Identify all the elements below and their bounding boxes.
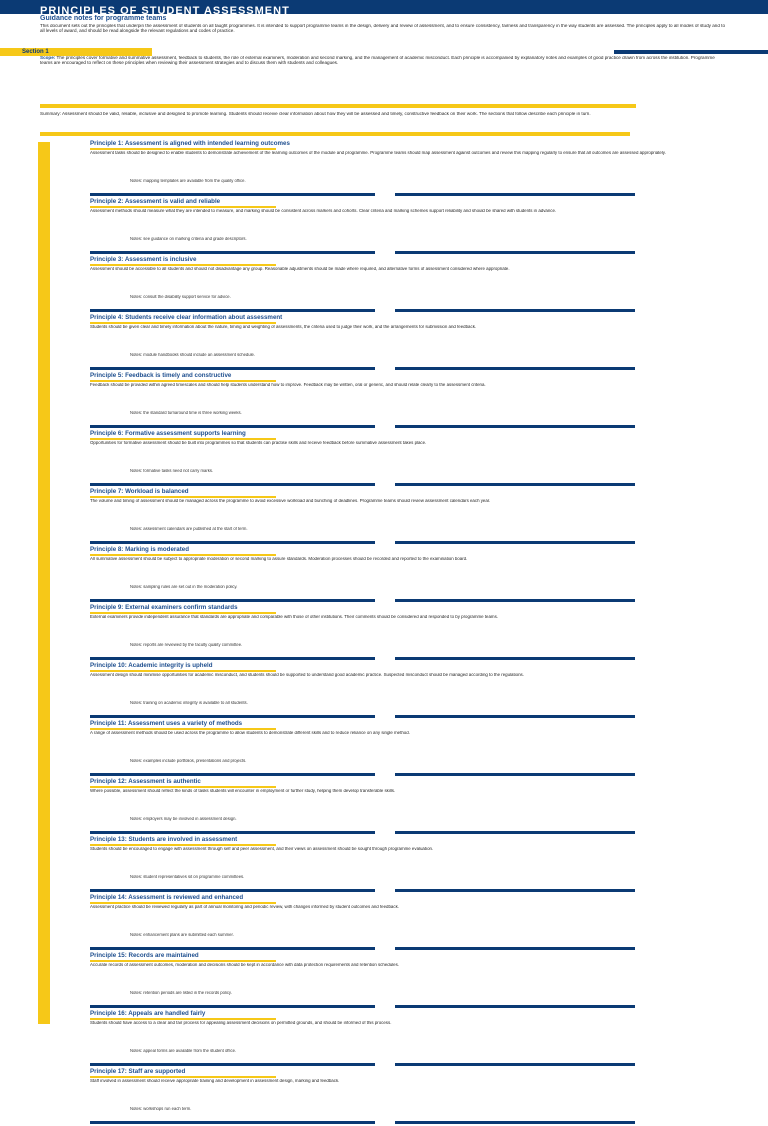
principle-notes: Notes: assessment calendars are published at the start of term.: [130, 527, 248, 531]
principle-title: Principle 14: Assessment is reviewed and enhanced: [90, 894, 244, 901]
principle-divider: [90, 309, 635, 312]
principle-entry: [90, 372, 730, 430]
divider-segment: [90, 309, 375, 312]
principle-notes: Notes: examples include portfolios, presentations and projects.: [130, 759, 247, 763]
principle-notes: Notes: module handbooks should include an assessment schedule.: [130, 353, 256, 357]
principle-notes: Notes: sampling rules are set out in the moderation policy.: [130, 585, 238, 589]
principle-divider: [90, 1063, 635, 1066]
principle-body: Assessment tasks should be designed to enable students to demonstrate achievement of the learning outcomes of the module and programme. Programme teams should map assessment against outcomes and review this mapping regularly to ensure that all outcomes are assessed appropriately.: [90, 151, 666, 155]
divider-segment: [90, 367, 375, 370]
principle-body: Assessment design should minimise opportunities for academic misconduct, and students should be supported to understand good academic practice. Suspected misconduct should be managed according to the regulations.: [90, 673, 524, 677]
divider-segment: [395, 483, 635, 486]
principle-body: Staff involved in assessment should receive appropriate training and development in assessment design, marking and feedback.: [90, 1079, 340, 1083]
divider-segment: [90, 1063, 375, 1066]
summary-paragraph: Summary: Assessment should be valid, reliable, inclusive and designed to promote learning. Students should receive clear information about how they will be assessed and timely, constructive feedback on their work. The sections that follow describe each principle in turn.: [40, 112, 591, 116]
principle-body: External examiners provide independent assurance that standards are appropriate and comparable with those of other institutions. Their comments should be considered and responded to by programme teams.: [90, 615, 498, 619]
divider-segment: [90, 657, 375, 660]
principle-entry: [90, 1010, 730, 1068]
divider-segment: [90, 483, 375, 486]
principle-entry: [90, 430, 730, 488]
divider-segment: [395, 425, 635, 428]
principle-body: Opportunities for formative assessment should be built into programmes so that students can practise skills and receive feedback before summative assessment takes place.: [90, 441, 427, 445]
principle-notes: Notes: appeal forms are available from the student office.: [130, 1049, 237, 1053]
principle-title: Principle 11: Assessment uses a variety of methods: [90, 720, 243, 727]
principle-notes: Notes: consult the disability support service for advice.: [130, 295, 231, 299]
principle-body: Assessment should be accessible to all students and should not disadvantage any group. Reasonable adjustments should be made where required, and alternative forms of assessment considered where appropriate.: [90, 267, 510, 271]
principle-divider: [90, 889, 635, 892]
principle-entry: [90, 720, 730, 778]
divider-segment: [395, 367, 635, 370]
principle-title: Principle 1: Assessment is aligned with intended learning outcomes: [90, 140, 290, 147]
principle-body: The volume and timing of assessment should be managed across the programme to avoid excessive workload and bunching of deadlines. Programme teams should review assessment calendars each year.: [90, 499, 491, 503]
divider-segment: [395, 773, 635, 776]
principle-title-underline: [90, 670, 276, 672]
divider-segment: [395, 715, 635, 718]
principle-entry: [90, 256, 730, 314]
principle-title-underline: [90, 322, 276, 324]
principle-notes: Notes: formative tasks need not carry marks.: [130, 469, 214, 473]
principle-title: Principle 10: Academic integrity is upheld: [90, 662, 213, 669]
principle-entry: [90, 1068, 730, 1126]
principle-entry: [90, 662, 730, 720]
divider-segment: [395, 1005, 635, 1008]
principle-divider: [90, 251, 635, 254]
principle-title-underline: [90, 554, 276, 556]
principle-title-underline: [90, 960, 276, 962]
divider-segment: [90, 889, 375, 892]
divider-segment: [90, 599, 375, 602]
principle-title-underline: [90, 264, 276, 266]
principle-notes: Notes: workshops run each term.: [130, 1107, 192, 1111]
principle-divider: [90, 657, 635, 660]
principle-title: Principle 2: Assessment is valid and reliable: [90, 198, 221, 205]
principle-divider: [90, 599, 635, 602]
principle-notes: Notes: mapping templates are available from the quality office.: [130, 179, 246, 183]
principle-body: Feedback should be provided within agreed timescales and should help students understand how to improve. Feedback may be written, oral or generic, and should relate clearly to the assessment criteria.: [90, 383, 486, 387]
divider-segment: [395, 1063, 635, 1066]
principle-body: Accurate records of assessment outcomes, moderation and decisions should be kept in accordance with data protection requirements and retention schedules.: [90, 963, 399, 967]
divider-segment: [395, 831, 635, 834]
divider-segment: [90, 1005, 375, 1008]
principle-notes: Notes: retention periods are listed in the records policy.: [130, 991, 232, 995]
principle-entry: [90, 314, 730, 372]
principle-title: Principle 7: Workload is balanced: [90, 488, 189, 495]
principle-title-underline: [90, 612, 276, 614]
principle-divider: [90, 541, 635, 544]
scope-text: The principles cover formative and summative assessment, feedback to students, the role of external examiners, moderation and second marking, and the management of academic misconduct. Each principle is accompanied by explanatory notes and examples of good practice drawn from across the institution. Programme teams are encouraged to reflect on these principles when reviewing their assessment strategies and to discuss them with students and colleagues.: [40, 56, 715, 65]
principle-title-underline: [90, 844, 276, 846]
principle-divider: [90, 193, 635, 196]
principle-title: Principle 12: Assessment is authentic: [90, 778, 201, 785]
principle-body: Assessment methods should measure what they are intended to measure, and marking should be consistent across markers and cohorts. Clear criteria and marking schemes support reliability and should be shared with students in advance.: [90, 209, 557, 213]
principle-title: Principle 9: External examiners confirm standards: [90, 604, 238, 611]
principle-divider: [90, 715, 635, 718]
principle-divider: [90, 1121, 635, 1124]
principle-notes: Notes: student representatives sit on programme committees.: [130, 875, 245, 879]
principle-title: Principle 5: Feedback is timely and constructive: [90, 372, 232, 379]
principle-notes: Notes: training on academic integrity is available to all students.: [130, 701, 248, 705]
principle-entry: [90, 488, 730, 546]
section-rule-right: [614, 50, 768, 54]
divider-top: [40, 104, 636, 108]
divider-segment: [90, 251, 375, 254]
principle-divider: [90, 773, 635, 776]
principle-title-underline: [90, 496, 276, 498]
principle-notes: Notes: employers may be involved in assessment design.: [130, 817, 237, 821]
principle-title-underline: [90, 1018, 276, 1020]
principle-title: Principle 6: Formative assessment supports learning: [90, 430, 246, 437]
principle-title: Principle 15: Records are maintained: [90, 952, 199, 959]
principle-body: All summative assessment should be subject to appropriate moderation or second marking to assure standards. Moderation processes should be recorded and reported to the examination board.: [90, 557, 468, 561]
principle-title: Principle 17: Staff are supported: [90, 1068, 186, 1075]
divider-segment: [395, 657, 635, 660]
divider-segment: [90, 541, 375, 544]
principle-entry: [90, 778, 730, 836]
principle-title-underline: [90, 902, 276, 904]
principle-entry: [90, 894, 730, 952]
divider-segment: [90, 425, 375, 428]
divider-segment: [395, 251, 635, 254]
principle-entry: [90, 952, 730, 1010]
principle-title-underline: [90, 728, 276, 730]
principle-divider: [90, 1005, 635, 1008]
divider-segment: [395, 889, 635, 892]
divider-segment: [395, 947, 635, 950]
principle-title: Principle 4: Students receive clear information about assessment: [90, 314, 283, 321]
divider-segment: [395, 1121, 635, 1124]
principle-body: Students should be given clear and timely information about the nature, timing and weighting of assessments, the criteria used to judge their work, and the arrangements for submission and feedback.: [90, 325, 477, 329]
principle-divider: [90, 831, 635, 834]
principle-body: Students should have access to a clear and fair process for appealing assessment decisions on permitted grounds, and should be informed of this process.: [90, 1021, 392, 1025]
principle-title: Principle 3: Assessment is inclusive: [90, 256, 197, 263]
principle-title-underline: [90, 1076, 276, 1078]
scope-label: Scope:: [40, 56, 56, 60]
principle-title-underline: [90, 206, 276, 208]
principle-title: Principle 16: Appeals are handled fairly: [90, 1010, 206, 1017]
principle-title-underline: [90, 786, 276, 788]
intro-paragraph: This document sets out the principles that underpin the assessment of students on all taught programmes. It is intended to support programme teams in the design, delivery and review of assessment, and to ensure consistency, fairness and transparency in the way students are assessed. The principles apply to all modes of study and to all levels of award, and should be read alongside the relevant regulations and codes of practice.: [40, 24, 725, 33]
principle-body: A range of assessment methods should be used across the programme to allow students to demonstrate different skills and to reduce reliance on any single method.: [90, 731, 410, 735]
principle-title: Principle 8: Marking is moderated: [90, 546, 190, 553]
principle-notes: Notes: see guidance on marking criteria and grade descriptors.: [130, 237, 247, 241]
principle-entry: [90, 604, 730, 662]
divider-segment: [395, 599, 635, 602]
principle-entry: [90, 836, 730, 894]
page-subtitle: Guidance notes for programme teams: [40, 15, 167, 22]
scope-paragraph: [40, 56, 720, 104]
principle-notes: Notes: reports are reviewed by the faculty quality committee.: [130, 643, 243, 647]
principle-title: Principle 13: Students are involved in assessment: [90, 836, 238, 843]
principle-body: Assessment practice should be reviewed regularly as part of annual monitoring and periodic review, with changes informed by student outcomes and feedback.: [90, 905, 399, 909]
divider-segment: [395, 541, 635, 544]
principle-body: Students should be encouraged to engage with assessment through self and peer assessment, and their views on assessment should be sought through programme evaluation.: [90, 847, 434, 851]
principle-title-underline: [90, 148, 276, 150]
principle-title-underline: [90, 380, 276, 382]
principle-body: Where possible, assessment should reflect the kinds of tasks students will encounter in employment or further study, helping them develop transferable skills.: [90, 789, 396, 793]
principle-entry: [90, 198, 730, 256]
principle-divider: [90, 425, 635, 428]
divider-segment: [90, 715, 375, 718]
divider-segment: [395, 309, 635, 312]
divider-segment: [90, 193, 375, 196]
left-accent-bar: [38, 142, 50, 1024]
principle-divider: [90, 367, 635, 370]
divider-segment: [395, 193, 635, 196]
principles-list: [90, 140, 730, 1126]
section-tab: [0, 48, 152, 56]
divider-segment: [90, 773, 375, 776]
principle-notes: Notes: enhancement plans are submitted each summer.: [130, 933, 234, 937]
divider-bottom: [40, 132, 630, 136]
principle-title-underline: [90, 438, 276, 440]
principle-divider: [90, 483, 635, 486]
divider-segment: [90, 831, 375, 834]
divider-segment: [90, 947, 375, 950]
principle-entry: [90, 140, 730, 198]
principle-entry: [90, 546, 730, 604]
section-tab-label: Section 1: [22, 49, 49, 55]
principle-notes: Notes: the standard turnaround time is three working weeks.: [130, 411, 242, 415]
divider-segment: [90, 1121, 375, 1124]
principle-divider: [90, 947, 635, 950]
page-title: PRINCIPLES OF STUDENT ASSESSMENT: [40, 6, 290, 17]
